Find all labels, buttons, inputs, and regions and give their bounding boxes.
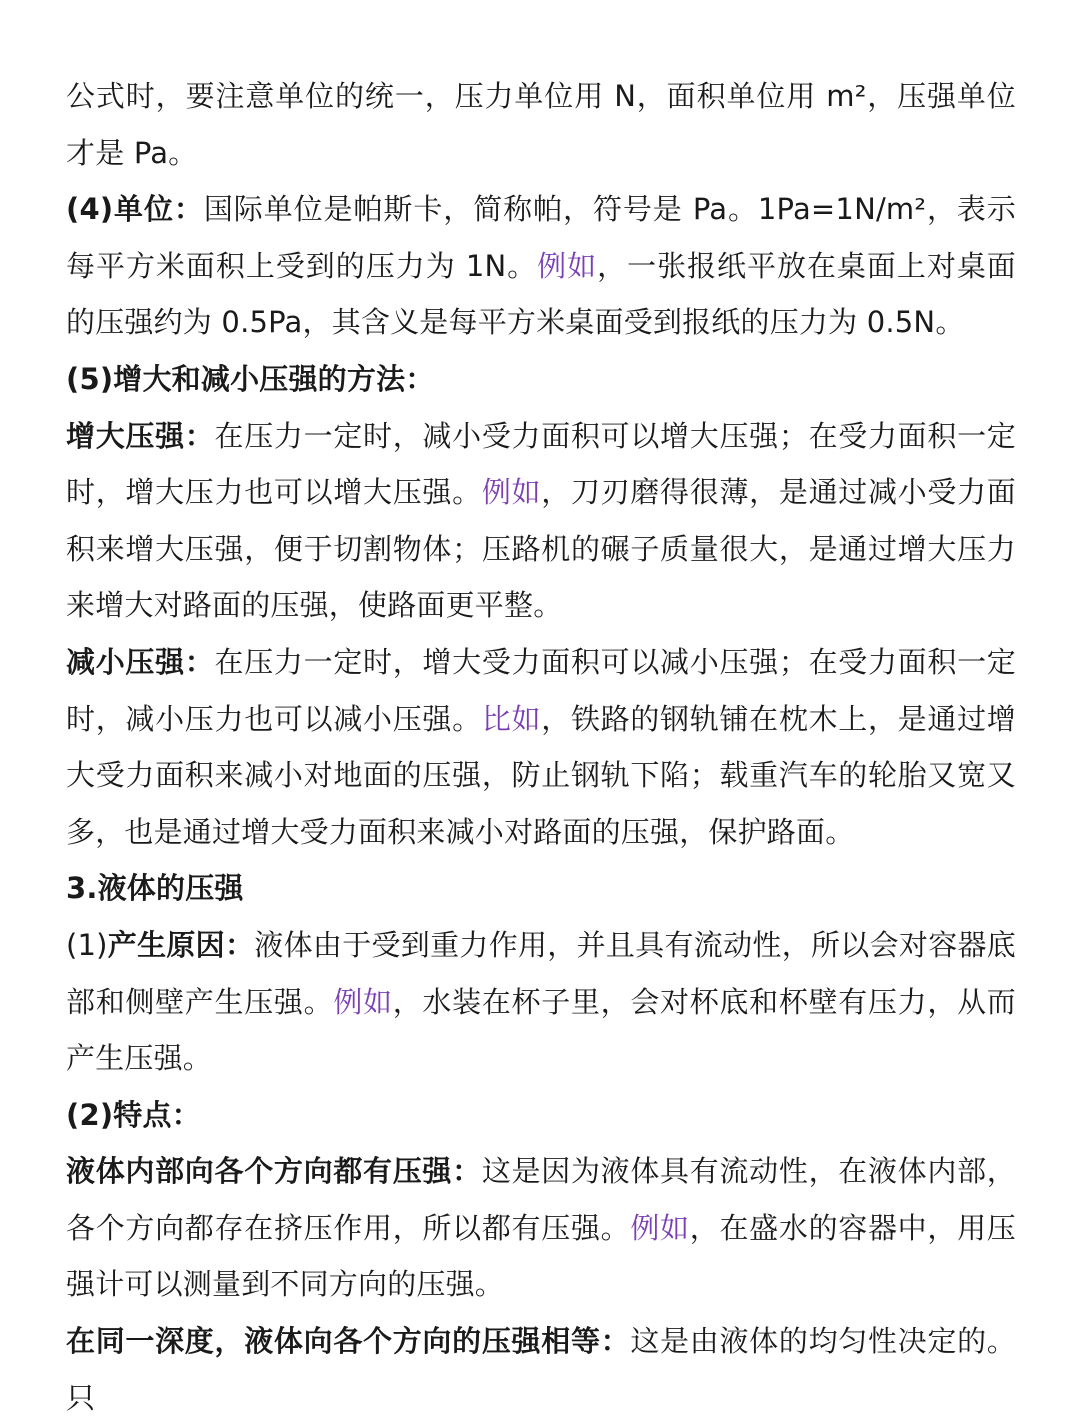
heading-unit: (4)单位： [66,192,204,227]
paragraph-increase-pressure [66,408,1016,634]
document-body [66,68,1016,1426]
paragraph-features-heading [66,1087,1016,1144]
example-marker: 例如 [333,984,393,1019]
example-marker: 例如 [537,248,598,283]
example-marker: 例如 [630,1210,690,1245]
paragraph-unit-definition [66,181,1016,351]
text: 这是由液体的均匀性决定的。只 [66,1324,1016,1415]
heading-cause: 产生原因： [107,927,255,962]
text: 这是因为液体具有流动性，在液体内部，各个方向都存在挤压作用，所以都有压强。 [66,1154,1016,1245]
paragraph-unit-consistency [66,68,1016,181]
text: ，刀刃磨得很薄，是通过减小受力面积来增大压强，便于切割物体；压路机的碾子质量很大，是通过增大压力来增大对路面的压强，使路面更平整。 [66,475,1016,623]
heading-same-depth: 在同一深度，液体向各个方向的压强相等： [66,1324,631,1359]
heading-decrease-pressure: 减小压强： [66,644,215,679]
text: 在压力一定时，增大受力面积可以减小压强；在受力面积一定时，减小压力也可以减小压强。 [66,644,1016,736]
text: ，水装在杯子里，会对杯底和杯壁有压力，从而产生压强。 [66,984,1016,1076]
text: 公式时，要注意单位的统一，压力单位用 N，面积单位用 m²，压强单位才是 Pa。 [66,79,1016,170]
paragraph-cause [66,917,1016,1087]
example-marker: 比如 [481,701,542,736]
example-marker: 例如 [481,475,542,510]
heading-increase-pressure: 增大压强： [66,418,215,453]
paragraph-same-depth [66,1313,1016,1426]
text: ，铁路的钢轨铺在枕木上，是通过增大受力面积来减小对地面的压强，防止钢轨下陷；载重汽车的轮胎又宽又多，也是通过增大受力面积来减小对路面的压强，保护路面。 [66,701,1016,849]
paragraph-methods-heading [66,351,1016,408]
heading-all-directions: 液体内部向各个方向都有压强： [66,1154,482,1189]
list-number: (1) [66,927,108,962]
paragraph-decrease-pressure [66,634,1016,860]
heading-features: (2)特点： [66,1097,201,1132]
section-heading-liquid-pressure [66,860,1016,917]
heading-liquid-pressure: 3.液体的压强 [66,871,244,906]
text: ，一张报纸平放在桌面上对桌面的压强约为 0.5Pa，其含义是每平方米桌面受到报纸的压力为 0.5N。 [66,248,1016,340]
text: ，在盛水的容器中，用压强计可以测量到不同方向的压强。 [66,1210,1016,1302]
heading-methods: (5)增大和减小压强的方法： [66,361,435,396]
paragraph-all-directions [66,1143,1016,1313]
text: 国际单位是帕斯卡，简称帕，符号是 Pa。1Pa=1N/m²，表示每平方米面积上受到的压力为 1N。 [66,192,1017,283]
text: 液体由于受到重力作用，并且具有流动性，所以会对容器底部和侧壁产生压强。 [66,927,1016,1019]
text: 在压力一定时，减小受力面积可以增大压强；在受力面积一定时，增大压力也可以增大压强。 [66,418,1016,510]
